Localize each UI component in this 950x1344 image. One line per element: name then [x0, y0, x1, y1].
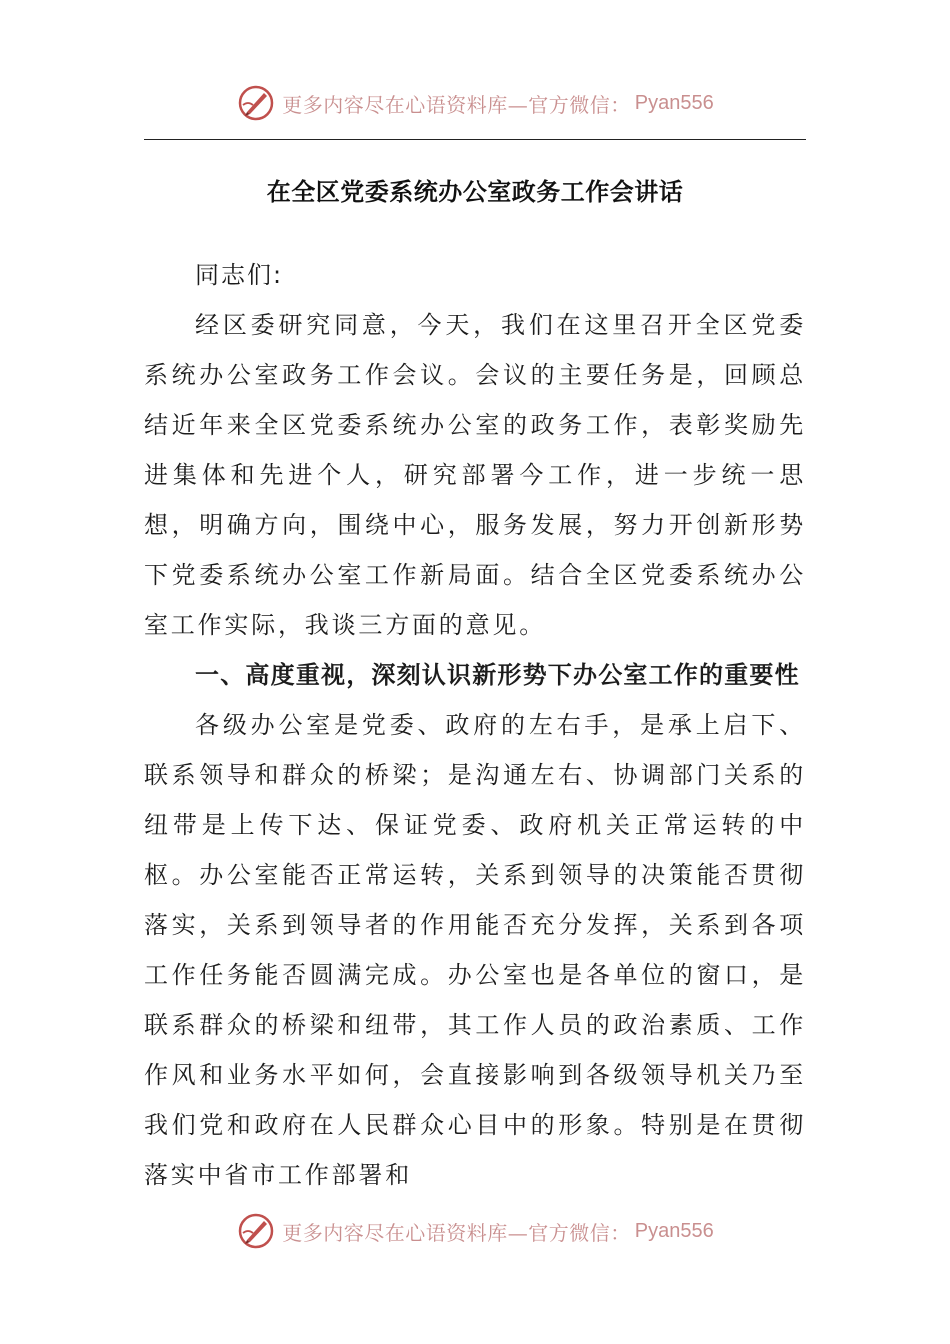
pen-circle-logo-icon	[236, 1211, 276, 1251]
greeting: 同志们:	[195, 261, 284, 289]
document-body	[144, 250, 806, 1200]
header-divider	[144, 139, 806, 140]
section-paragraph: 各级办公室是党委、政府的左右手，是承上启下、联系领导和群众的桥梁；是沟通左右、协调部门关系的纽带是上传下达、保证党委、政府机关正常运转的中枢。办公室能否正常运转，关系到领导的决策能否贯彻落实，关系到领导者的作用能否充分发挥，关系到各项工作任务能否圆满完成。办公室也是各单位的窗口，是联系群众的桥梁和纽带，其工作人员的政治素质、工作作风和业务水平如何，会直接影响到各级领导机关乃至我们党和政府在人民群众心目中的形象。特别是在贯彻落实中省市工作部署和	[144, 711, 806, 1189]
section-heading: 一、高度重视，深刻认识新形势下办公室工作的重要性	[195, 661, 800, 689]
document-title: 在全区党委系统办公室政务工作会讲话	[266, 177, 684, 206]
intro-paragraph: 经区委研究同意，今天，我们在这里召开全区党委系统办公室政务工作会议。会议的主要任务是，回顾总结近年来全区党委系统办公室的政务工作，表彰奖励先进集体和先进个人，研究部署今工作，进一步统一思想，明确方向，围绕中心，服务发展，努力开创新形势下党委系统办公室工作新局面。结合全区党委系统办公室工作实际，我谈三方面的意见。	[144, 311, 806, 639]
footer-banner	[0, 1206, 950, 1256]
pen-circle-logo-icon	[236, 83, 276, 123]
banner-contact: Pyan556	[634, 1219, 714, 1242]
banner-text: 更多内容尽在心语资料库—官方微信：	[282, 1220, 631, 1245]
banner-text: 更多内容尽在心语资料库—官方微信：	[282, 92, 631, 117]
header-banner	[0, 78, 950, 128]
banner-contact: Pyan556	[634, 91, 714, 114]
